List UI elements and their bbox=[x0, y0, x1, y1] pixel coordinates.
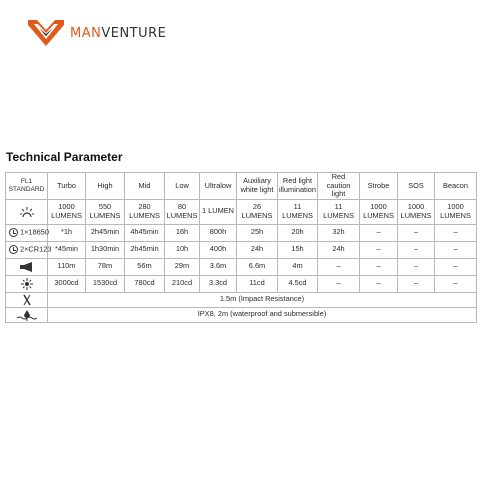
header-cell: Red caution light bbox=[318, 173, 360, 200]
intensity-icon-cell bbox=[6, 275, 48, 292]
spec-table bbox=[5, 172, 477, 323]
brand-suffix: VENTURE bbox=[101, 25, 167, 41]
section-title: Technical Parameter bbox=[6, 150, 123, 164]
brightness-icon-cell bbox=[6, 199, 48, 224]
table-cell: 3.6m bbox=[200, 258, 237, 275]
table-cell: 110m bbox=[48, 258, 86, 275]
battery-label: 1×18650 bbox=[20, 227, 49, 237]
table-row bbox=[6, 224, 477, 241]
table-cell: 1h30min bbox=[86, 241, 125, 258]
beam-distance-icon-cell bbox=[6, 258, 48, 275]
table-cell: 78m bbox=[86, 258, 125, 275]
table-cell: – bbox=[398, 224, 435, 241]
table-cell: 4h45min bbox=[125, 224, 165, 241]
waterproof-icon bbox=[17, 309, 37, 321]
table-cell: 25h bbox=[237, 224, 278, 241]
table-cell: 29m bbox=[165, 258, 200, 275]
header-cell: Strobe bbox=[360, 173, 398, 200]
table-cell: 4m bbox=[278, 258, 318, 275]
table-cell: 15h bbox=[278, 241, 318, 258]
brand-prefix: MAN bbox=[70, 25, 102, 41]
header-cell: Mid bbox=[125, 173, 165, 200]
table-cell: 550 LUMENS bbox=[86, 199, 125, 224]
table-cell: 24h bbox=[318, 241, 360, 258]
table-row bbox=[6, 258, 477, 275]
table-cell: – bbox=[318, 258, 360, 275]
table-cell: 16h bbox=[165, 224, 200, 241]
table-cell: – bbox=[318, 275, 360, 292]
table-cell: 11 LUMENS bbox=[278, 199, 318, 224]
table-cell: – bbox=[360, 258, 398, 275]
table-cell: – bbox=[360, 224, 398, 241]
header-cell: SOS bbox=[398, 173, 435, 200]
table-row bbox=[6, 199, 477, 224]
table-row bbox=[6, 241, 477, 258]
impact-resistance-cell: 1.5m (Impact Resistance) bbox=[48, 292, 477, 307]
table-cell: 1530cd bbox=[86, 275, 125, 292]
table-cell: 20h bbox=[278, 224, 318, 241]
table-cell: 56m bbox=[125, 258, 165, 275]
table-cell: – bbox=[360, 275, 398, 292]
header-cell: Turbo bbox=[48, 173, 86, 200]
table-cell: 32h bbox=[318, 224, 360, 241]
table-cell: 1 LUMEN bbox=[200, 199, 237, 224]
table-cell: 11cd bbox=[237, 275, 278, 292]
brand-logo bbox=[28, 20, 166, 46]
table-cell: 1000 LUMENS bbox=[398, 199, 435, 224]
table-cell: – bbox=[435, 224, 477, 241]
brand-emblem-icon bbox=[28, 20, 64, 46]
table-cell: – bbox=[435, 275, 477, 292]
table-cell: 1000 LUMENS bbox=[435, 199, 477, 224]
table-cell: – bbox=[360, 241, 398, 258]
header-cell: FL1 STANDARD bbox=[6, 173, 48, 200]
runtime-cr123-label bbox=[6, 241, 52, 258]
table-row bbox=[6, 275, 477, 292]
table-cell: – bbox=[435, 258, 477, 275]
table-cell: *1h bbox=[48, 224, 86, 241]
table-cell: 6.6m bbox=[237, 258, 278, 275]
table-row bbox=[6, 292, 477, 307]
table-header-row bbox=[6, 173, 477, 200]
table-cell: 2h45min bbox=[86, 224, 125, 241]
header-cell: High bbox=[86, 173, 125, 200]
intensity-icon bbox=[21, 278, 33, 290]
table-cell: 3000cd bbox=[48, 275, 86, 292]
table-cell: 800h bbox=[200, 224, 237, 241]
table-cell: 24h bbox=[237, 241, 278, 258]
table-cell: 1000 LUMENS bbox=[48, 199, 86, 224]
header-cell: Red light illumination bbox=[278, 173, 318, 200]
table-cell: – bbox=[398, 258, 435, 275]
beam-distance-icon bbox=[20, 262, 34, 272]
table-cell: – bbox=[435, 241, 477, 258]
battery-label: 2×CR123 bbox=[20, 244, 52, 254]
brand-name bbox=[70, 26, 166, 41]
table-cell: 280 LUMENS bbox=[125, 199, 165, 224]
table-cell: 26 LUMENS bbox=[237, 199, 278, 224]
table-cell: *45min bbox=[48, 241, 86, 258]
table-cell: 400h bbox=[200, 241, 237, 258]
impact-icon-cell bbox=[6, 292, 48, 307]
header-cell: Ultralow bbox=[200, 173, 237, 200]
impact-icon bbox=[22, 294, 32, 306]
header-cell: Beacon bbox=[435, 173, 477, 200]
waterproof-cell: IPX8, 2m (waterproof and submersible) bbox=[48, 307, 477, 322]
table-row bbox=[6, 307, 477, 322]
table-cell: 10h bbox=[165, 241, 200, 258]
table-cell: – bbox=[398, 275, 435, 292]
table-cell: 4.5cd bbox=[278, 275, 318, 292]
table-cell: 1000 LUMENS bbox=[360, 199, 398, 224]
clock-icon bbox=[9, 245, 18, 254]
brightness-icon bbox=[20, 206, 34, 218]
header-cell: Auxiliary white light bbox=[237, 173, 278, 200]
table-cell: 3.3cd bbox=[200, 275, 237, 292]
runtime-18650-label bbox=[6, 224, 48, 241]
table-cell: 11 LUMENS bbox=[318, 199, 360, 224]
table-cell: 780cd bbox=[125, 275, 165, 292]
table-cell: 210cd bbox=[165, 275, 200, 292]
table-cell: 2h45min bbox=[125, 241, 165, 258]
waterproof-icon-cell bbox=[6, 307, 48, 322]
table-cell: – bbox=[398, 241, 435, 258]
table-cell: 80 LUMENS bbox=[165, 199, 200, 224]
clock-icon bbox=[9, 228, 18, 237]
header-cell: Low bbox=[165, 173, 200, 200]
